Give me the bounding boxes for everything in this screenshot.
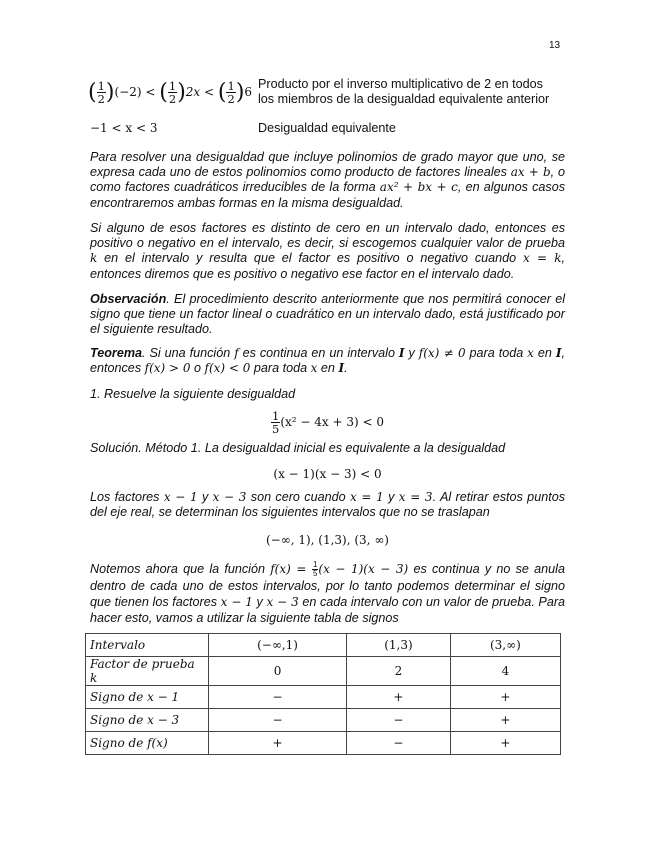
text-segment: es continua en un intervalo [238, 346, 399, 360]
text-segment: o [190, 361, 205, 376]
text-segment: Notemos ahora que la función [90, 562, 271, 576]
table-row [86, 686, 561, 709]
text-segment: para toda [465, 346, 528, 360]
text-segment: (−2) < [114, 85, 156, 99]
text-segment: f(x) ≠ 0 [418, 346, 466, 360]
text-segment: 1 [227, 79, 235, 93]
text-segment: I [338, 361, 345, 376]
factored-inequality: (x − 1)(x − 3) < 0 [273, 467, 382, 481]
text-segment: (x² − 4x + 3) < 0 [280, 415, 384, 429]
row-label: Intervalo [86, 634, 209, 657]
intervals: (−∞, 1), (1,3), (3, ∞) [265, 533, 389, 547]
text-segment: , entonces [90, 346, 566, 376]
row-label: Signo de f(x) [86, 732, 209, 755]
step-expression: −1 < x < 3 [90, 121, 158, 135]
text-segment: y [383, 490, 399, 504]
text-segment: son cero cuando [246, 490, 350, 504]
text-segment: x = 3 [398, 490, 433, 504]
text-segment: 1 [272, 409, 280, 423]
step-description: Producto por el inverso multiplicativo de 2 en todos los miembros de la desigualdad equivalente anterior [258, 77, 550, 106]
table-row [86, 657, 561, 686]
text-segment: 2x < [185, 85, 215, 99]
text-segment: 2 [97, 92, 105, 106]
text-segment: . El procedimiento descrito anteriormente que nos permitirá conocer el signo que tiene un factor lineal o cuadrático en un intervalo dado, está justificado por el siguiente resultado. [90, 292, 565, 337]
text-segment: para toda [250, 361, 311, 376]
teorema [90, 346, 565, 376]
teorema-label: Teorema [90, 346, 143, 360]
text-segment: y [252, 595, 267, 610]
text-segment: es continua y no se anula dentro de cada uno de estos intervalos, por lo tanto podemos determinar el signo que tienen los factores [90, 562, 565, 610]
text-segment: I [398, 346, 405, 360]
text-segment: k [90, 251, 98, 266]
text-segment: 6 [244, 85, 253, 99]
text-segment: 1 [312, 560, 318, 570]
text-segment: f(x) < 0 [204, 361, 251, 376]
text-segment: Para resolver una desigualdad que incluye polinomios de grado mayor que uno, se expresa cada uno de estos polinomios como producto de factores lineales [90, 150, 565, 180]
text-segment: 2 [227, 92, 235, 106]
text-segment: x − 3 [266, 595, 299, 610]
text-segment: f(x) > 0 [144, 361, 191, 376]
text-segment: ax + b [510, 165, 551, 180]
table-cell: + [450, 709, 560, 732]
row-label: Factor de prueba k [86, 657, 209, 686]
text-segment: en cada intervalo con un valor de prueba. Para hacer esto, vamos a utilizar la siguiente tabla de signos [90, 595, 566, 626]
text-segment: x [310, 361, 318, 376]
text-segment: , o como factores cuadráticos irreducibles de la forma [90, 165, 565, 195]
table-row [86, 732, 561, 755]
table-cell: − [347, 732, 451, 755]
text-segment: Los factores [90, 490, 164, 504]
text-segment: Si alguno de esos factores es distinto de cero en un intervalo dado, entonces es positivo o negativo en el intervalo, es decir, si escogemos cualquier valor de prueba [90, 221, 565, 251]
text-segment: 1 [168, 79, 177, 93]
text-segment: 5 [312, 569, 318, 579]
exercise-prompt: 1. Resuelve la siguiente desigualdad [90, 387, 296, 401]
table-cell: 4 [450, 657, 560, 686]
text-segment: en [317, 361, 339, 376]
text-segment: y [404, 346, 419, 360]
text-segment: I [555, 346, 562, 360]
sign-table [85, 633, 561, 755]
text-segment: , en algunos casos encontraremos ambas formas en la misma desigualdad. [90, 180, 565, 210]
text-segment: en [533, 346, 556, 360]
table-row [86, 709, 561, 732]
observacion-label: Observación [90, 292, 167, 306]
text-segment: x − 1 [163, 490, 198, 504]
paragraph-notemos [90, 561, 565, 626]
step-description: Desigualdad equivalente [258, 121, 396, 135]
text-segment: , entonces diremos que es positivo o negativo ese factor en el intervalo dado. [90, 251, 565, 281]
table-cell: + [347, 686, 451, 709]
table-cell: − [209, 686, 347, 709]
table-cell: (1,3) [347, 634, 451, 657]
solucion-text: Solución. Método 1. La desigualdad inicial es equivalente a la desigualdad [90, 441, 506, 455]
text-segment: y [197, 490, 213, 504]
row-label: Signo de x − 1 [86, 686, 209, 709]
observacion [90, 292, 565, 338]
paragraph-ceros [90, 490, 565, 520]
exercise-inequality [90, 410, 565, 435]
text-segment: 1 [97, 79, 105, 93]
table-cell: 0 [209, 657, 347, 686]
step-expression: ( $\frac{1}{2}$ )(−2) < ( $\frac{1}{2}$ )2x < ( $\frac{1}{2}$ )6 [88, 79, 253, 106]
text-segment: x [527, 346, 534, 360]
table-cell: + [450, 732, 560, 755]
table-cell: − [209, 709, 347, 732]
text-segment: . Al retirar estos puntos del eje real, se determinan los siguientes intervalos que no se traslapan [90, 490, 565, 520]
table-cell: 2 [347, 657, 451, 686]
table-row [86, 634, 561, 657]
text-segment: ax² + bx + c [379, 180, 458, 195]
row-label: Signo de x − 3 [86, 709, 209, 732]
text-segment: x − 3 [212, 490, 247, 504]
text-segment: f(x) = [270, 562, 312, 576]
table-cell: − [347, 709, 451, 732]
text-segment: x = k [523, 251, 562, 266]
paragraph-polinomios [90, 150, 565, 211]
text-segment: en el intervalo y resulta que el factor es positivo o negativo cuando [97, 251, 524, 266]
text-segment: (x − 1)(x − 3) [318, 562, 409, 576]
table-cell: + [450, 686, 560, 709]
page-number: 13 [549, 40, 561, 51]
table-cell: (−∞,1) [209, 634, 347, 657]
text-segment: 5 [272, 422, 280, 436]
paragraph-factores [90, 221, 565, 282]
text-segment: f [234, 346, 239, 360]
fraction [97, 80, 106, 105]
table-cell: (3,∞) [450, 634, 560, 657]
text-segment: x − 1 [220, 595, 253, 610]
table-cell: + [209, 732, 347, 755]
text-segment: x = 1 [349, 490, 384, 504]
text-segment: . [344, 361, 348, 376]
text-segment: . Si una función [142, 346, 235, 360]
text-segment: 2 [168, 92, 177, 106]
